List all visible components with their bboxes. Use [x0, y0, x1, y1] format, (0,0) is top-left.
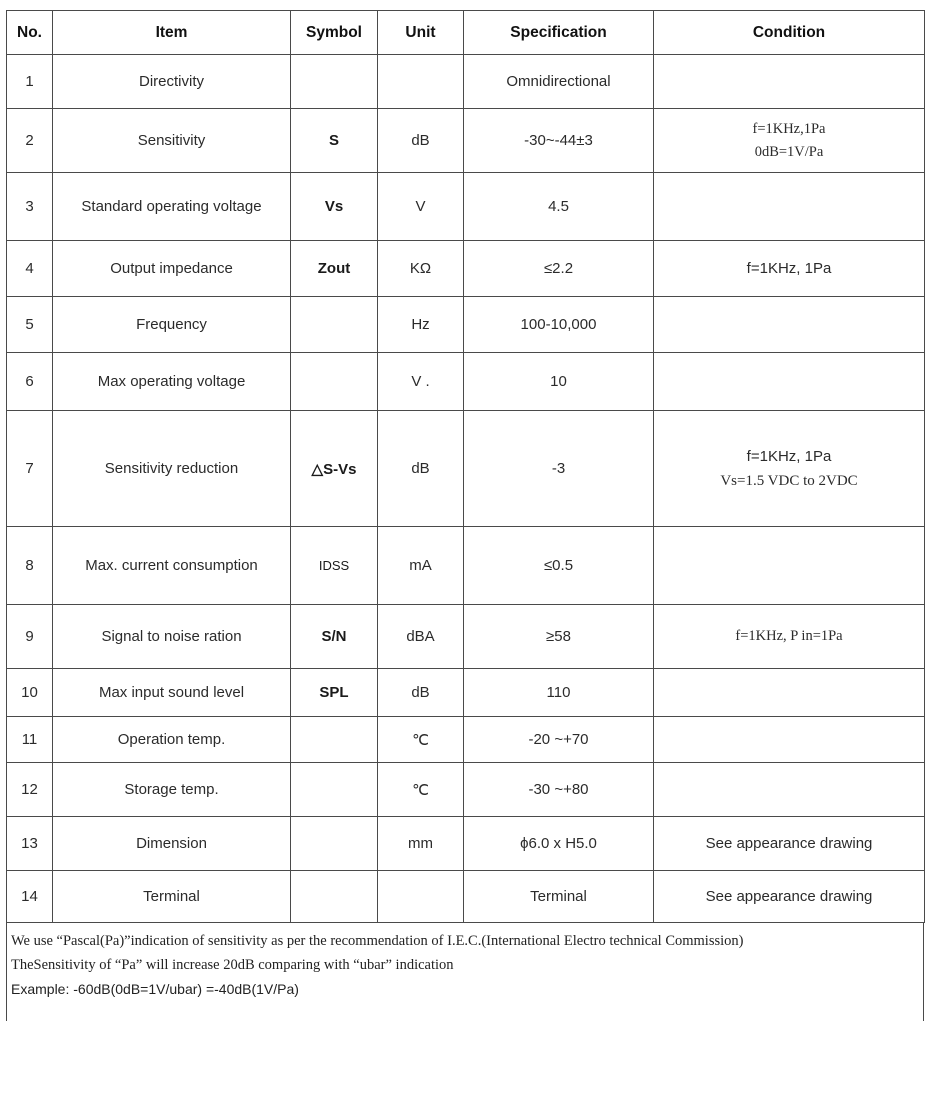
cell-specification: -30 ~+80: [464, 763, 654, 817]
header-unit: Unit: [378, 11, 464, 55]
cell-specification: Terminal: [464, 871, 654, 923]
cell-unit: ℃: [378, 763, 464, 817]
header-symbol: Symbol: [291, 11, 378, 55]
cell-no: 4: [7, 241, 53, 297]
cell-item: Standard operating voltage: [53, 173, 291, 241]
cell-specification: -3: [464, 411, 654, 527]
cell-unit: dB: [378, 109, 464, 173]
condition-line: f=1KHz, 1Pa: [746, 447, 832, 465]
cell-condition: See appearance drawing: [654, 871, 925, 923]
cell-condition: [654, 763, 925, 817]
cell-item: Sensitivity: [53, 109, 291, 173]
header-condition: Condition: [654, 11, 925, 55]
cell-no: 13: [7, 817, 53, 871]
table-row: [7, 817, 925, 871]
header-item: Item: [53, 11, 291, 55]
cell-no: 7: [7, 411, 53, 527]
cell-condition: [654, 669, 925, 717]
cell-item: Max. current consumption: [53, 527, 291, 605]
cell-unit: V: [378, 173, 464, 241]
cell-unit: KΩ: [378, 241, 464, 297]
cell-condition: f=1KHz, P in=1Pa: [654, 605, 925, 669]
cell-unit: V .: [378, 353, 464, 411]
cell-no: 11: [7, 717, 53, 763]
cell-no: 14: [7, 871, 53, 923]
cell-symbol: [291, 717, 378, 763]
header-row: [7, 11, 925, 55]
cell-unit: mm: [378, 817, 464, 871]
cell-symbol: Zout: [291, 241, 378, 297]
cell-specification: -30~-44±3: [464, 109, 654, 173]
cell-symbol: [291, 817, 378, 871]
header-specification: Specification: [464, 11, 654, 55]
spec-sheet: [6, 10, 924, 1021]
cell-specification: 10: [464, 353, 654, 411]
cell-item: Directivity: [53, 55, 291, 109]
table-row: [7, 605, 925, 669]
table-row: [7, 241, 925, 297]
cell-condition: [654, 353, 925, 411]
table-row: [7, 717, 925, 763]
table-row: [7, 297, 925, 353]
cell-symbol: △S-Vs: [291, 411, 378, 527]
cell-condition: f=1KHz, 1Pa: [654, 241, 925, 297]
cell-specification: ≤2.2: [464, 241, 654, 297]
cell-symbol: [291, 55, 378, 109]
notes-block: [6, 923, 924, 1021]
condition-line: 0dB=1V/Pa: [754, 143, 824, 160]
cell-item: Storage temp.: [53, 763, 291, 817]
cell-no: 5: [7, 297, 53, 353]
cell-specification: 110: [464, 669, 654, 717]
cell-symbol: [291, 763, 378, 817]
cell-unit: [378, 55, 464, 109]
cell-no: 10: [7, 669, 53, 717]
cell-no: 3: [7, 173, 53, 241]
cell-no: 9: [7, 605, 53, 669]
table-row: [7, 411, 925, 527]
note-example: Example: -60dB(0dB=1V/ubar) =-40dB(1V/Pa): [11, 981, 299, 997]
cell-no: 8: [7, 527, 53, 605]
cell-unit: ℃: [378, 717, 464, 763]
cell-item: Max operating voltage: [53, 353, 291, 411]
cell-symbol: SPL: [291, 669, 378, 717]
cell-condition: [654, 173, 925, 241]
cell-no: 12: [7, 763, 53, 817]
cell-specification: 4.5: [464, 173, 654, 241]
cell-condition: [654, 717, 925, 763]
cell-symbol: Vs: [291, 173, 378, 241]
header-no: No.: [7, 11, 53, 55]
cell-no: 1: [7, 55, 53, 109]
cell-item: Terminal: [53, 871, 291, 923]
cell-condition: [654, 109, 925, 173]
cell-symbol: [291, 297, 378, 353]
note-sensitivity-increase: TheSensitivity of “Pa” will increase 20dB comparing with “ubar” indication: [11, 957, 454, 973]
cell-specification: Omnidirectional: [464, 55, 654, 109]
spec-table: [6, 10, 925, 923]
cell-condition: [654, 55, 925, 109]
table-row: [7, 871, 925, 923]
cell-item: Output impedance: [53, 241, 291, 297]
cell-specification: ≥58: [464, 605, 654, 669]
cell-unit: dB: [378, 411, 464, 527]
cell-symbol: S/N: [291, 605, 378, 669]
cell-specification: 100-10,000: [464, 297, 654, 353]
cell-symbol: IDSS: [291, 527, 378, 605]
cell-specification: ϕ6.0 x H5.0: [464, 817, 654, 871]
cell-item: Dimension: [53, 817, 291, 871]
cell-unit: Hz: [378, 297, 464, 353]
cell-symbol: [291, 353, 378, 411]
cell-condition: [654, 411, 925, 527]
cell-item: Operation temp.: [53, 717, 291, 763]
table-row: [7, 669, 925, 717]
condition-line: f=1KHz,1Pa: [752, 120, 826, 137]
table-row: [7, 763, 925, 817]
cell-item: Max input sound level: [53, 669, 291, 717]
cell-no: 2: [7, 109, 53, 173]
table-row: [7, 109, 925, 173]
cell-condition: [654, 527, 925, 605]
cell-item: Frequency: [53, 297, 291, 353]
condition-line: Vs=1.5 VDC to 2VDC: [720, 472, 858, 489]
cell-condition: [654, 297, 925, 353]
table-row: [7, 353, 925, 411]
cell-unit: dB: [378, 669, 464, 717]
cell-item: Signal to noise ration: [53, 605, 291, 669]
table-row: [7, 173, 925, 241]
cell-specification: ≤0.5: [464, 527, 654, 605]
cell-symbol: S: [291, 109, 378, 173]
cell-unit: dBA: [378, 605, 464, 669]
cell-specification: -20 ~+70: [464, 717, 654, 763]
cell-item: Sensitivity reduction: [53, 411, 291, 527]
cell-unit: mA: [378, 527, 464, 605]
cell-unit: [378, 871, 464, 923]
table-row: [7, 55, 925, 109]
cell-symbol: [291, 871, 378, 923]
table-row: [7, 527, 925, 605]
cell-no: 6: [7, 353, 53, 411]
cell-condition: See appearance drawing: [654, 817, 925, 871]
note-pascal-indication: We use “Pascal(Pa)”indication of sensitivity as per the recommendation of I.E.C.(International Electro technical Commission): [11, 933, 744, 949]
